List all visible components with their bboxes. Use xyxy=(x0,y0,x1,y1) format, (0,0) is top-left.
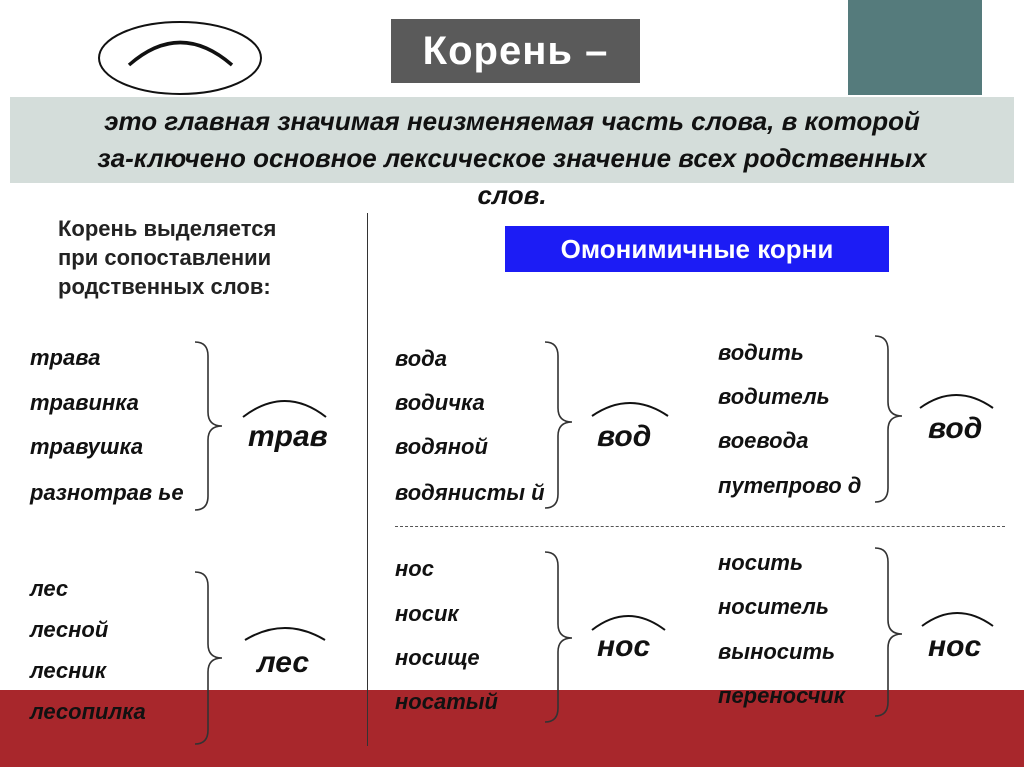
page-title: Корень – xyxy=(391,19,640,83)
word-les: лес xyxy=(30,576,69,601)
lead-line-2: при сопоставлении xyxy=(58,245,272,270)
word-nosaty: носатый xyxy=(395,689,498,714)
word-voda: вода xyxy=(395,346,448,371)
brace-voda xyxy=(545,342,572,508)
root-vod-1: вод xyxy=(597,420,652,453)
word-nos: нос xyxy=(395,556,434,581)
root-les: лес xyxy=(257,646,310,679)
root-arc-vod-2 xyxy=(920,395,993,408)
brace-nos-2 xyxy=(875,548,902,716)
root-nos-2: нос xyxy=(928,630,982,663)
word-puteprovod: путепрово д xyxy=(718,473,862,498)
word-vodyanisty: водянисты й xyxy=(395,480,545,505)
definition-line-1: это главная значимая неизменяемая часть слова, в которой xyxy=(104,106,920,136)
brace-vodit xyxy=(875,336,902,502)
word-voditel: водитель xyxy=(718,384,830,409)
definition-line-3: слов. xyxy=(477,180,547,210)
lead-line-1: Корень выделяется xyxy=(58,216,277,241)
word-lesopilka: лесопилка xyxy=(30,699,146,724)
root-arc-trav xyxy=(243,401,326,417)
word-vodichka: водичка xyxy=(395,390,485,415)
lead-line-3: родственных слов: xyxy=(58,274,271,299)
root-trav: трав xyxy=(248,420,328,453)
word-lesnik: лесник xyxy=(30,658,107,683)
word-trava: трава xyxy=(30,345,101,370)
word-vynosit: выносить xyxy=(718,639,836,664)
homonym-roots-heading: Омонимичные корни xyxy=(505,226,889,272)
word-travinka: травинка xyxy=(30,390,139,415)
word-nosische: носище xyxy=(395,645,480,670)
brace-les xyxy=(195,572,222,744)
word-vodit: водить xyxy=(718,340,804,365)
word-raznotrave: разнотрав ье xyxy=(30,480,184,505)
root-arc-les xyxy=(245,628,325,640)
word-nosit: носить xyxy=(718,550,804,575)
word-vodyanoy: водяной xyxy=(395,434,488,459)
word-nosik: носик xyxy=(395,601,459,626)
root-nos-1: нос xyxy=(597,630,651,663)
word-travushka: травушка xyxy=(30,434,144,459)
word-lesnoy: лесной xyxy=(30,617,109,642)
word-perenoschik: переносчик xyxy=(718,683,845,708)
brace-trav xyxy=(195,342,222,510)
root-vod-2: вод xyxy=(928,412,983,445)
root-symbol-icon xyxy=(99,22,261,94)
root-arc-nos-2 xyxy=(922,613,993,626)
definition-line-2: за-ключено основное лексическое значение всех родственных xyxy=(97,143,927,173)
word-nositel: носитель xyxy=(718,594,829,619)
brace-nos-1 xyxy=(545,552,572,722)
root-arc-vod-1 xyxy=(592,403,668,416)
word-voevoda: воевода xyxy=(718,428,809,453)
root-arc-nos-1 xyxy=(592,616,665,630)
